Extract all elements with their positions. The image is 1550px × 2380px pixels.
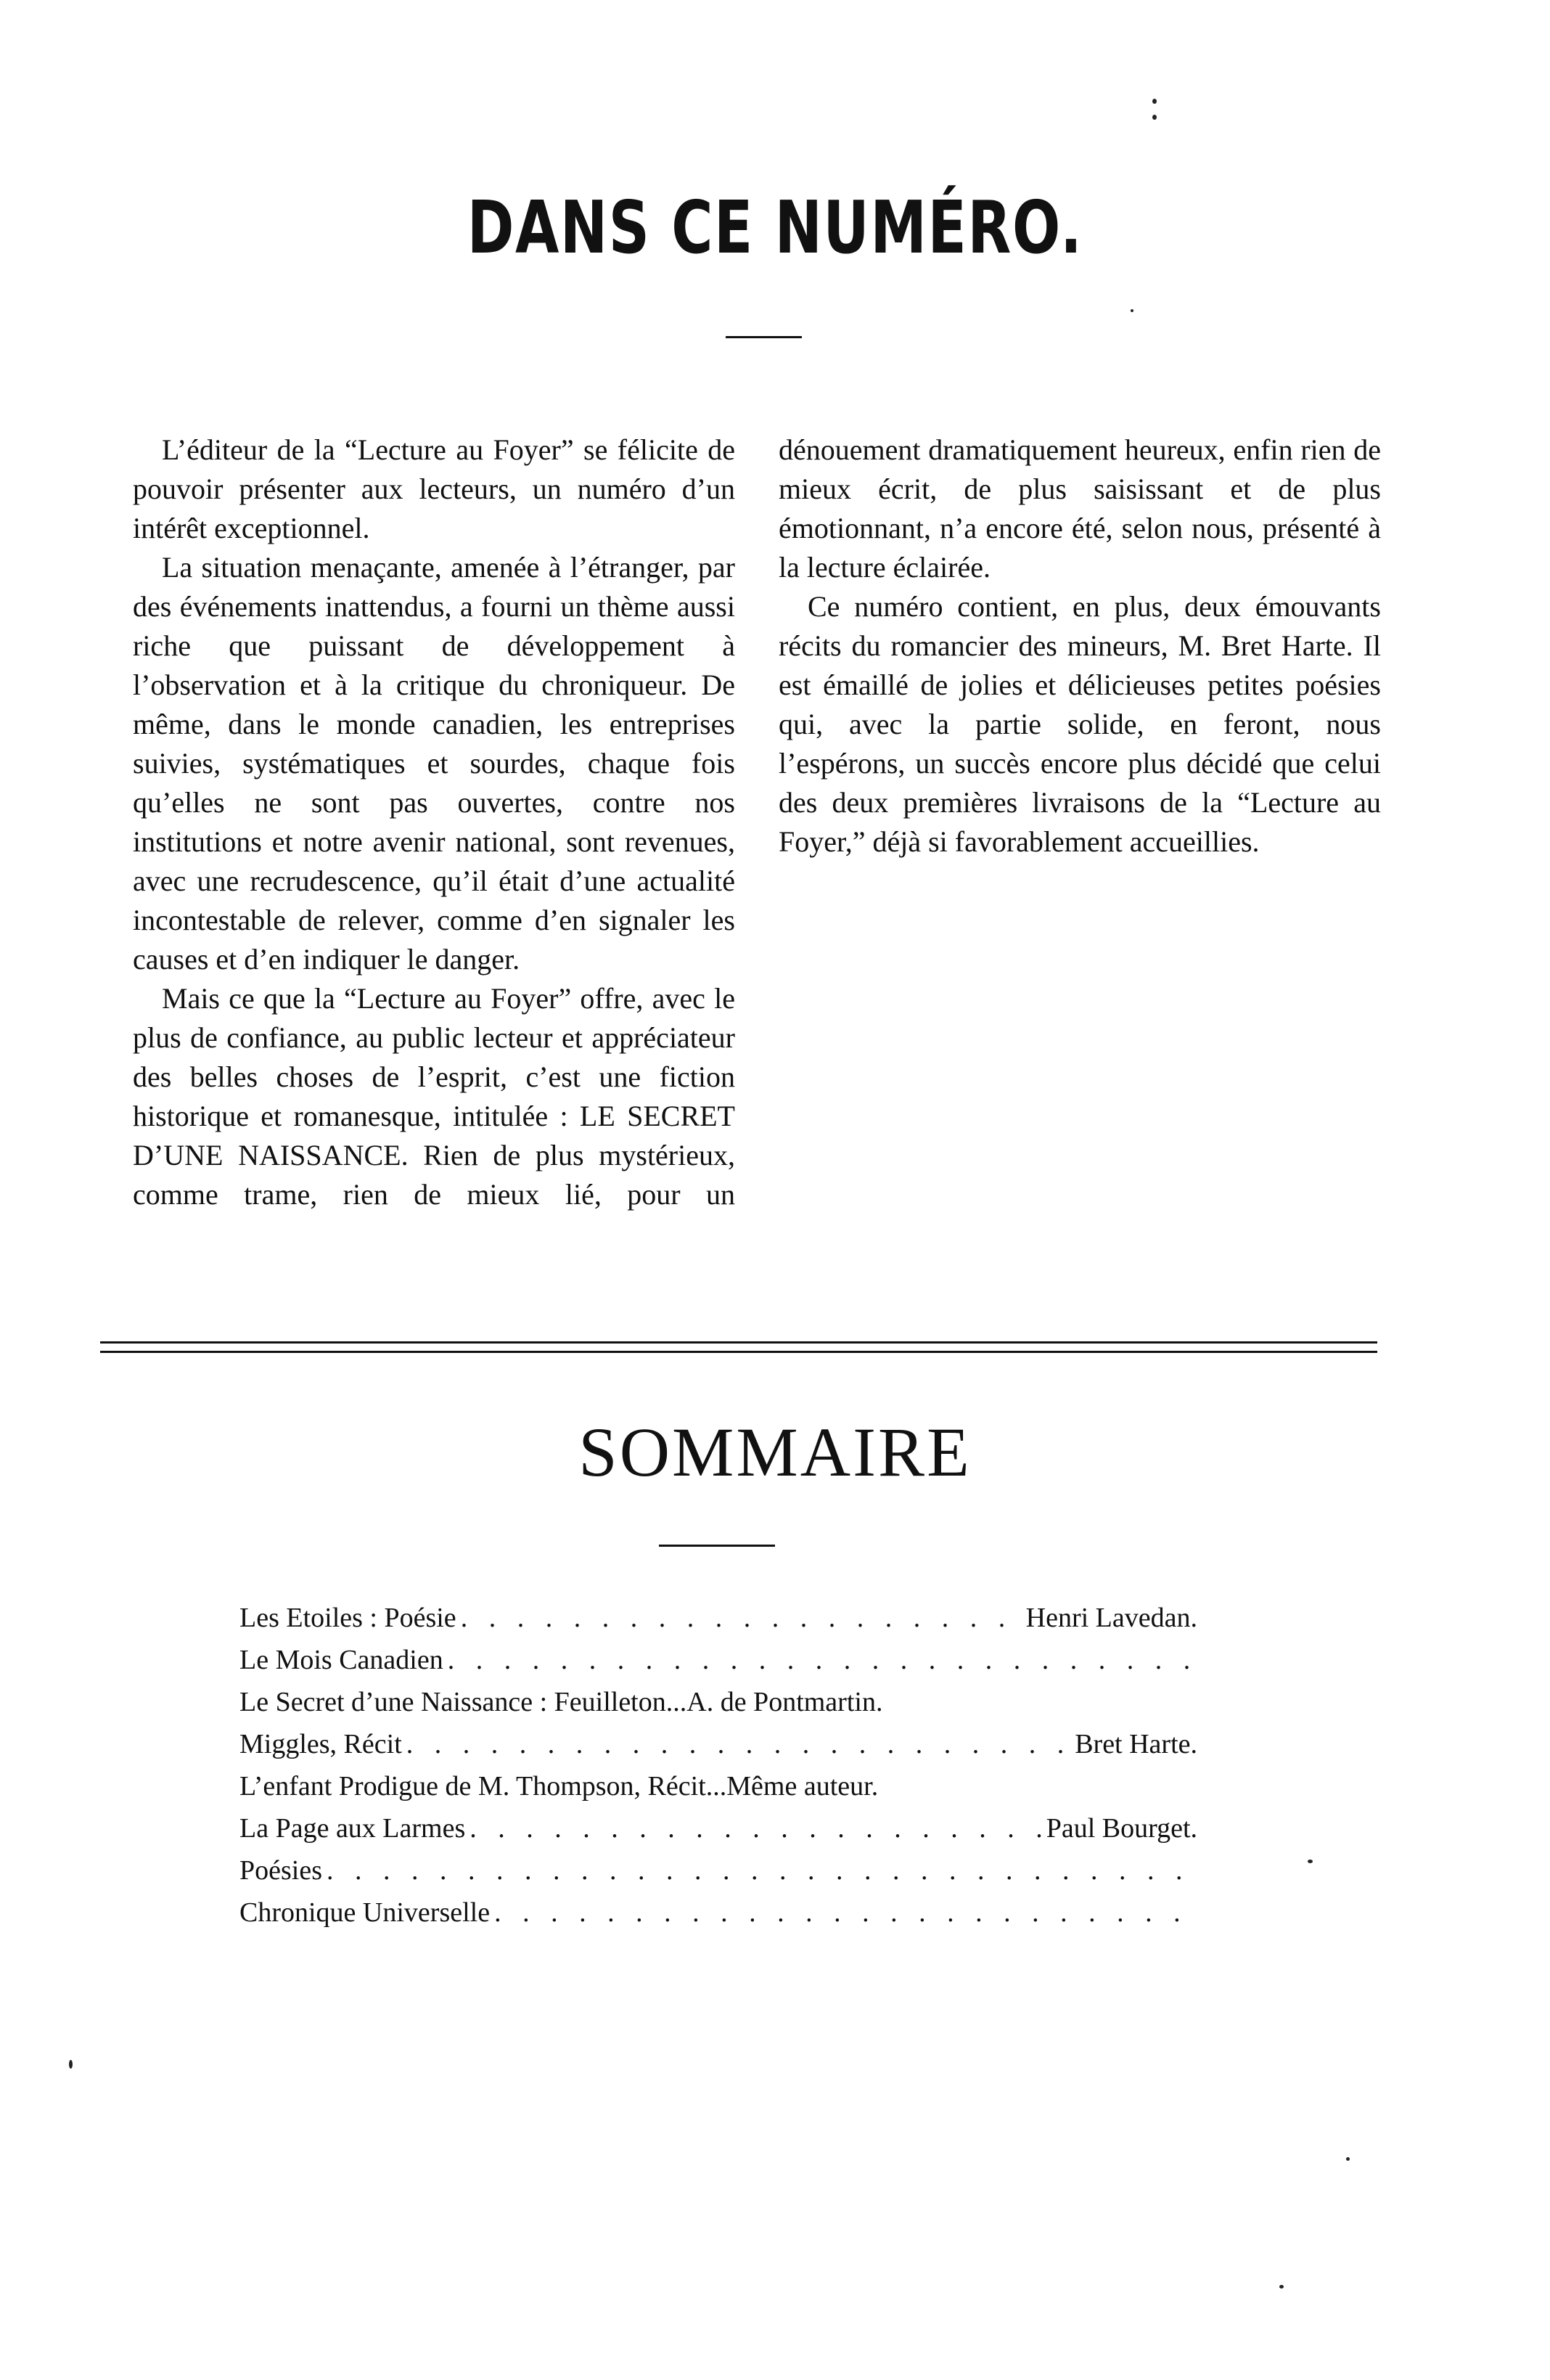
- toc-leader: [327, 1849, 1193, 1892]
- scan-speck: [1308, 1860, 1313, 1863]
- intro-paragraph: Ce numéro contient, en plus, deux émouvants récits du romancier des mineurs, M. Bret Harte. Il est émaillé de jolies et délicieuses petites poésies qui, avec la partie solide, en feront, nous l’espérons, un succès encore plus décidé que celui des deux premières livraisons de la “Lecture au Foyer,” déjà si favorablement accueillies.: [779, 590, 1381, 858]
- toc-entry-title: Le Secret d’une Naissance : Feuilleton...: [239, 1687, 687, 1717]
- toc-entry-title: Le Mois Canadien: [239, 1645, 443, 1675]
- toc-leader: [461, 1597, 1022, 1639]
- scan-speck: [1279, 2285, 1284, 2289]
- toc-entry: [239, 1597, 1197, 1639]
- title-divider: [726, 336, 802, 338]
- toc-entry: [239, 1892, 1197, 1934]
- toc-entry-author: A. de Pontmartin.: [686, 1687, 883, 1717]
- toc-entry-title: L’enfant Prodigue de M. Thompson, Récit...: [239, 1771, 727, 1802]
- toc-entry-author: Henri Lavedan.: [1025, 1603, 1197, 1633]
- toc-entry-author: Bret Harte.: [1075, 1729, 1197, 1759]
- toc-entry-title: La Page aux Larmes: [239, 1813, 466, 1844]
- scan-speck: [1346, 2157, 1350, 2161]
- sommaire-title: SOMMAIRE: [578, 1413, 972, 1491]
- toc-leader: [494, 1892, 1193, 1934]
- toc-entry: [239, 1639, 1197, 1681]
- toc-entry: [239, 1807, 1197, 1849]
- toc-leader: [469, 1807, 1041, 1849]
- toc-entry-title: Poésies: [239, 1855, 322, 1886]
- section-double-rule: [100, 1341, 1377, 1353]
- toc-leader: [406, 1723, 1070, 1765]
- scan-speck: [69, 2060, 73, 2069]
- scan-speck: [1131, 309, 1133, 312]
- toc-leader: [448, 1639, 1193, 1681]
- toc-entry: [239, 1849, 1197, 1892]
- toc-entry: [239, 1723, 1197, 1765]
- toc-entry: [239, 1681, 1197, 1723]
- toc-entry: [239, 1765, 1197, 1807]
- table-of-contents: [239, 1597, 1197, 1934]
- scan-speck: [1152, 99, 1157, 104]
- intro-text: [133, 430, 1381, 1251]
- sommaire-divider: [659, 1545, 775, 1547]
- intro-paragraph: Mais ce que la “Lecture au Foyer” offre, avec le plus de confiance, au public lecteur et appréciateur des belles choses de l’esprit, c’est une fiction historique et romanesque, intitulée : LE SECRET D’UNE NAISSANCE. Rien de plus mystérieux, comme trame, rien de mieux lié, pour un dénouement dramatiquement heureux, enfin rien de mieux écrit, de plus saisissant et de plus émotionnant, n’a encore été, selon nous, présenté à la lecture éclairée.: [133, 433, 1381, 1211]
- intro-paragraph: L’éditeur de la “Lecture au Foyer” se félicite de pouvoir présenter aux lecteurs, un numéro d’un intérêt exceptionnel.: [133, 433, 735, 544]
- toc-entry-title: Les Etoiles : Poésie: [239, 1603, 456, 1633]
- toc-entry-title: Miggles, Récit: [239, 1729, 402, 1759]
- scan-speck: [1152, 115, 1157, 120]
- toc-entry-author: Paul Bourget.: [1046, 1813, 1197, 1844]
- page-title: DANS CE NUMÉRO.: [467, 185, 1083, 270]
- intro-paragraph: La situation menaçante, amenée à l’étranger, par des événements inattendus, a fourni un thème aussi riche que puissant de développement à l’observation et à la critique du chroniqueur. De même, dans le monde canadien, les entreprises suivies, systématiques et sourdes, chaque fois qu’elles ne sont pas ouvertes, contre nos institutions et notre avenir national, sont revenues, avec une recrudescence, qu’il était d’une actualité incontestable de relever, comme d’en signaler les causes et d’en indiquer le danger.: [133, 551, 735, 976]
- toc-entry-title: Chronique Universelle: [239, 1897, 491, 1928]
- toc-entry-author: Même auteur.: [726, 1771, 879, 1802]
